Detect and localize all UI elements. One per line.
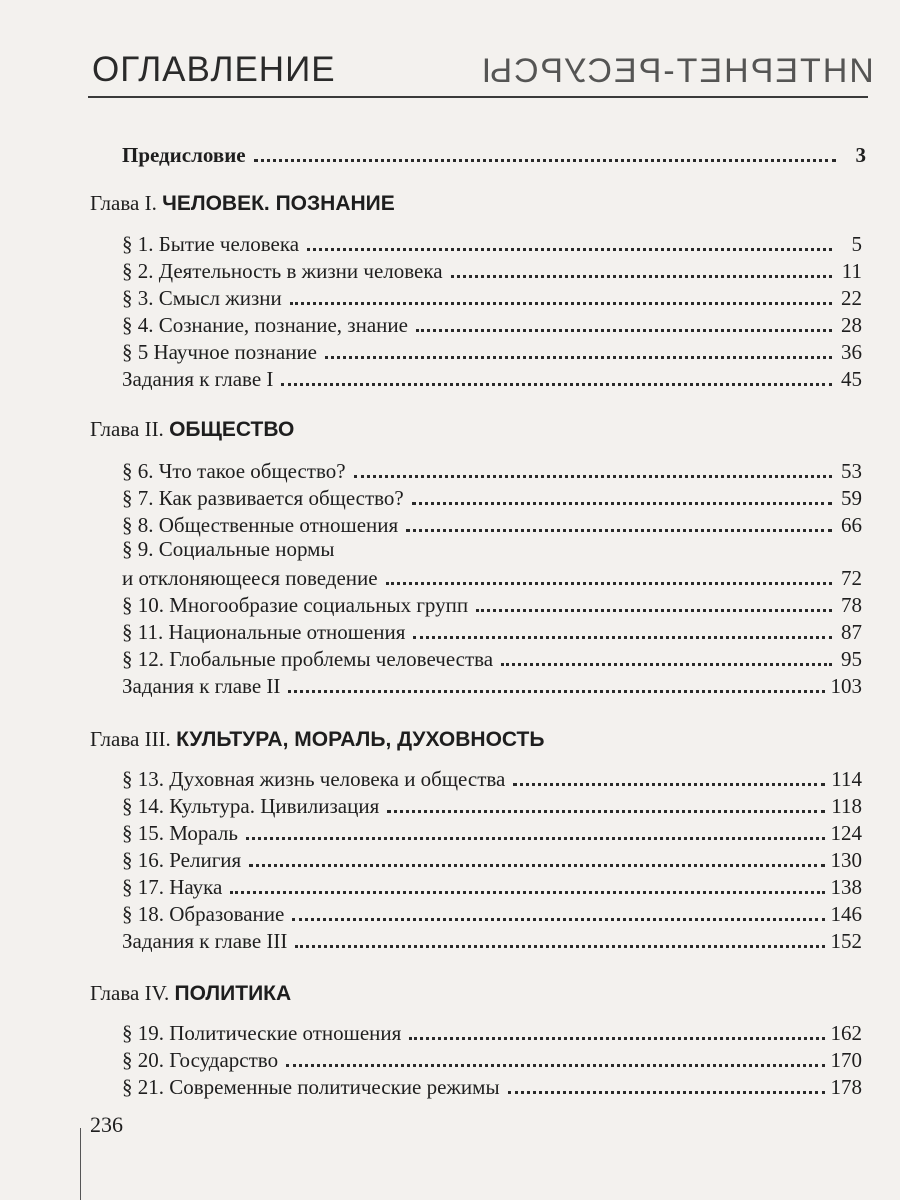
- toc-entry: [122, 283, 862, 311]
- entry-page: 45: [841, 367, 862, 391]
- entry-label: § 15. Мораль: [122, 821, 238, 845]
- toc-entry: [122, 510, 862, 538]
- dot-leader: [354, 475, 832, 478]
- entry-page: 130: [830, 848, 862, 872]
- entry-page: 162: [830, 1021, 862, 1045]
- entry-label: Задания к главе III: [122, 929, 288, 953]
- entry-label: § 1. Бытие человека: [122, 232, 300, 256]
- dot-leader: [307, 248, 832, 251]
- entry-page: 138: [830, 875, 862, 899]
- toc-entry: [122, 310, 862, 338]
- entry-page: 22: [841, 286, 862, 310]
- entry-page: 11: [841, 259, 862, 283]
- toc-entry: [122, 791, 862, 819]
- chapter-title: ОБЩЕСТВО: [169, 418, 295, 441]
- dot-leader: [387, 810, 825, 813]
- toc-entry: [122, 256, 862, 284]
- chapter-heading: [90, 416, 294, 443]
- toc-entry-assignments: [122, 926, 862, 954]
- dot-leader: [292, 918, 824, 921]
- entry-page: 5: [851, 232, 862, 256]
- toc-entry: [122, 590, 862, 618]
- entry-page: 53: [841, 459, 862, 483]
- dot-leader: [295, 945, 824, 948]
- dot-leader: [230, 891, 824, 894]
- entry-label: § 10. Многообразие социальных групп: [122, 593, 469, 617]
- toc-entry: [122, 483, 862, 511]
- entry-label: § 14. Культура. Цивилизация: [122, 794, 380, 818]
- toc-entry: [122, 617, 862, 645]
- chapter-prefix: Глава IV.: [90, 981, 175, 1005]
- dot-leader: [416, 329, 832, 332]
- dot-leader: [412, 502, 832, 505]
- entry-label: § 17. Наука: [122, 875, 223, 899]
- entry-page: 3: [855, 143, 866, 167]
- entry-label: § 18. Образование: [122, 902, 285, 926]
- toc-entry: [122, 456, 862, 484]
- entry-page: 36: [841, 340, 862, 364]
- dot-leader: [281, 383, 832, 386]
- dot-leader: [476, 609, 832, 612]
- entry-page: 152: [830, 929, 862, 953]
- entry-page: 118: [831, 794, 862, 818]
- dot-leader: [386, 582, 832, 585]
- page-title: ОГЛАВЛЕНИЕ: [92, 50, 346, 90]
- chapter-heading: [90, 980, 291, 1007]
- bleed-through-heading: ИНТЕРНЕТ-РЕСУРСЫ: [480, 52, 874, 90]
- entry-label: Предисловие: [122, 143, 246, 167]
- entry-page: 87: [841, 620, 862, 644]
- toc-entry-preface: [122, 140, 866, 168]
- entry-page: 66: [841, 513, 862, 537]
- dot-leader: [325, 356, 832, 359]
- toc-entry: [122, 1018, 862, 1046]
- entry-page: 178: [830, 1075, 862, 1099]
- toc-entry: [122, 644, 862, 672]
- dot-leader: [406, 529, 832, 532]
- toc-entry: [122, 1072, 862, 1100]
- dot-leader: [254, 159, 836, 162]
- entry-label: § 19. Политические отношения: [122, 1021, 402, 1045]
- dot-leader: [288, 690, 824, 693]
- toc-entry: [122, 229, 862, 257]
- dot-leader: [413, 636, 832, 639]
- chapter-heading: [90, 726, 544, 753]
- toc-entry: [122, 563, 862, 591]
- entry-label: § 13. Духовная жизнь человека и общества: [122, 767, 506, 791]
- entry-page: 28: [841, 313, 862, 337]
- entry-label: и отклоняющееся поведение: [122, 566, 378, 590]
- entry-page: 78: [841, 593, 862, 617]
- dot-leader: [246, 837, 825, 840]
- entry-label: Задания к главе II: [122, 674, 281, 698]
- entry-page: 103: [830, 674, 862, 698]
- dot-leader: [501, 663, 832, 666]
- dot-leader: [286, 1064, 824, 1067]
- entry-label: § 2. Деятельность в жизни человека: [122, 259, 443, 283]
- toc-entry: [122, 899, 862, 927]
- chapter-title: КУЛЬТУРА, МОРАЛЬ, ДУХОВНОСТЬ: [176, 728, 545, 751]
- entry-label: § 8. Общественные отношения: [122, 513, 399, 537]
- toc-entry: [122, 764, 862, 792]
- entry-label: § 12. Глобальные проблемы человечества: [122, 647, 494, 671]
- chapter-title: ЧЕЛОВЕК. ПОЗНАНИЕ: [162, 192, 395, 215]
- entry-page: 72: [841, 566, 862, 590]
- chapter-prefix: Глава II.: [90, 417, 170, 441]
- entry-label: § 7. Как развивается общество?: [122, 486, 404, 510]
- entry-label: § 20. Государство: [122, 1048, 279, 1072]
- dot-leader: [249, 864, 824, 867]
- entry-label: § 6. Что такое общество?: [122, 459, 346, 483]
- entry-label: Задания к главе I: [122, 367, 274, 391]
- title-rule: [88, 96, 868, 98]
- toc-entry: [122, 845, 862, 873]
- entry-page: 59: [841, 486, 862, 510]
- toc-entry-assignments: [122, 364, 862, 392]
- toc-entry: [122, 1045, 862, 1073]
- dot-leader: [513, 783, 825, 786]
- entry-label: § 3. Смысл жизни: [122, 286, 282, 310]
- entry-page: 114: [831, 767, 862, 791]
- chapter-prefix: Глава I.: [90, 191, 163, 215]
- entry-label: § 5 Научное познание: [122, 340, 317, 364]
- dot-leader: [409, 1037, 824, 1040]
- entry-label: § 16. Религия: [122, 848, 242, 872]
- dot-leader: [290, 302, 832, 305]
- toc-entry: [122, 337, 862, 365]
- margin-line: [80, 1128, 81, 1200]
- toc-entry: [122, 818, 862, 846]
- dot-leader: [451, 275, 832, 278]
- entry-page: 124: [830, 821, 862, 845]
- dot-leader: [508, 1091, 825, 1094]
- chapter-title: ПОЛИТИКА: [174, 982, 292, 1005]
- entry-page: 146: [830, 902, 862, 926]
- entry-page: 95: [841, 647, 862, 671]
- entry-label: § 11. Национальные отношения: [122, 620, 406, 644]
- toc-entry: [122, 872, 862, 900]
- entry-label-line1: § 9. Социальные нормы: [122, 537, 335, 561]
- page-number: 236: [90, 1112, 123, 1137]
- entry-page: 170: [830, 1048, 862, 1072]
- chapter-heading: [90, 190, 395, 217]
- chapter-prefix: Глава III.: [90, 727, 177, 751]
- entry-label: § 4. Сознание, познание, знание: [122, 313, 408, 337]
- toc-entry-assignments: [122, 671, 862, 699]
- entry-label: § 21. Современные политические режимы: [122, 1075, 500, 1099]
